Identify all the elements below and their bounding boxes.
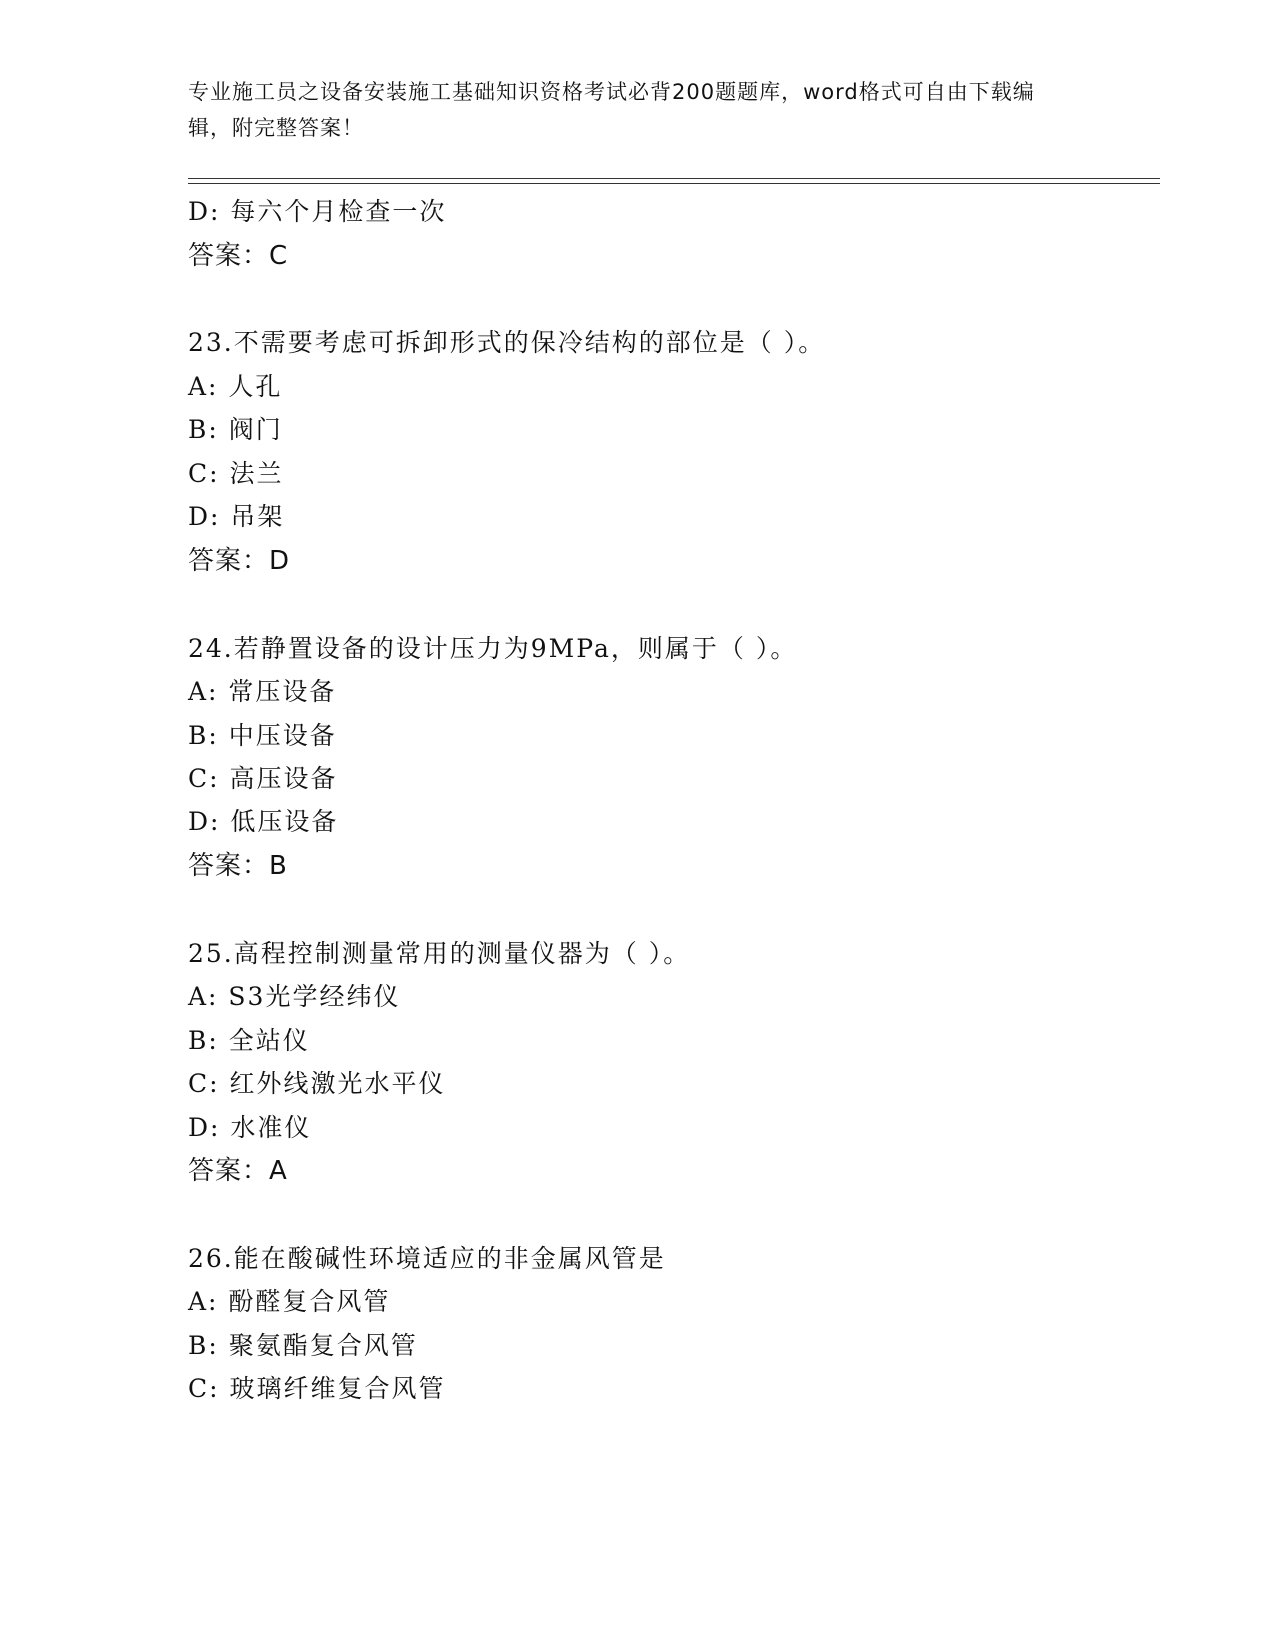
option-d: D: 吊架 (188, 502, 285, 531)
answer-line: 答案：A (188, 1156, 288, 1186)
option-d: D: 低压设备 (188, 807, 339, 836)
question-24: 24.若静置设备的设计压力为9MPa，则属于（ ）。 (188, 634, 798, 663)
header-divider-bottom (188, 183, 1160, 184)
option-a: A: S3光学经纬仪 (188, 982, 401, 1011)
option-a: A: 人孔 (188, 372, 283, 401)
question-26: 26.能在酸碱性环境适应的非金属风管是 (188, 1244, 666, 1273)
option-b: B: 阀门 (188, 415, 283, 444)
option-b: B: 全站仪 (188, 1026, 310, 1055)
option-b: B: 中压设备 (188, 721, 337, 750)
option-c: C: 法兰 (188, 459, 284, 488)
answer-line: 答案：C (188, 241, 289, 271)
answer-line: 答案：B (188, 851, 288, 881)
option-c: C: 玻璃纤维复合风管 (188, 1374, 446, 1403)
option-d: D: 水准仪 (188, 1113, 312, 1142)
option-b: B: 聚氨酯复合风管 (188, 1331, 418, 1360)
document-header: 专业施工员之设备安装施工基础知识资格考试必背200题题库，word格式可自由下载编辑，附完整答案！ (188, 80, 1035, 140)
option-a: A: 酚醛复合风管 (188, 1287, 391, 1316)
question-25: 25.高程控制测量常用的测量仪器为（ ）。 (188, 939, 691, 968)
option-c: C: 红外线激光水平仪 (188, 1069, 446, 1098)
option-d: D: 每六个月检查一次 (188, 197, 447, 226)
question-23: 23.不需要考虑可拆卸形式的保冷结构的部位是（ ）。 (188, 328, 826, 357)
answer-line: 答案：D (188, 546, 291, 576)
option-c: C: 高压设备 (188, 764, 338, 793)
header-divider-top (188, 178, 1160, 179)
option-a: A: 常压设备 (188, 677, 337, 706)
